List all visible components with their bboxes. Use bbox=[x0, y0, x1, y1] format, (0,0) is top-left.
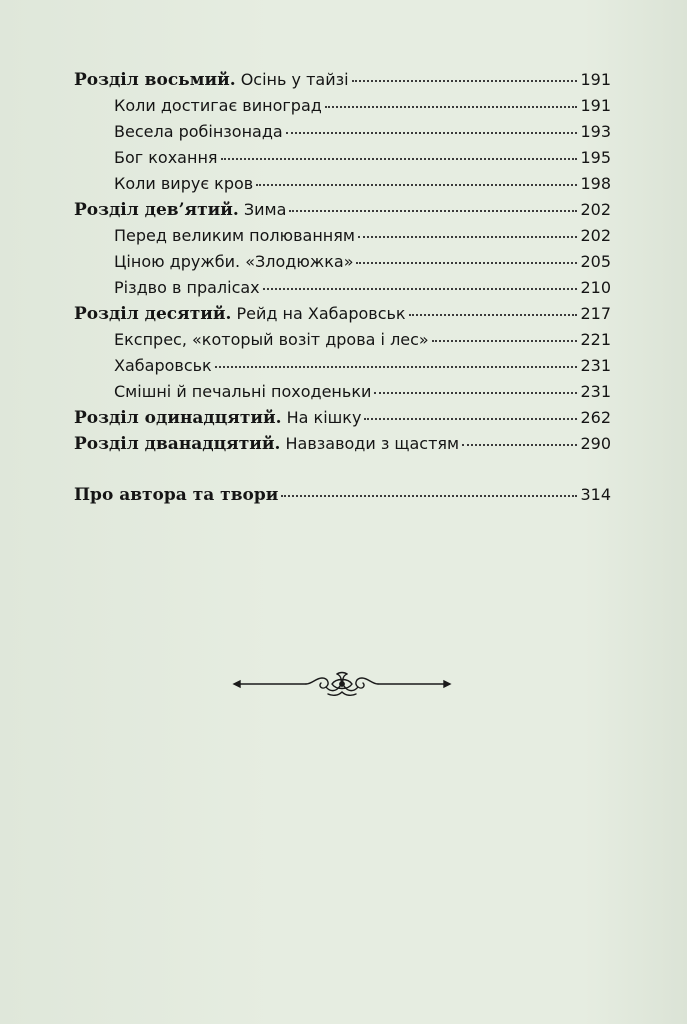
toc-entry[interactable] bbox=[74, 174, 611, 200]
toc-entry-title: Розділ десятий. Рейд на Хабаровськ bbox=[74, 304, 406, 324]
dot-leader bbox=[374, 392, 577, 394]
toc-entry[interactable] bbox=[74, 96, 611, 122]
toc-entry[interactable] bbox=[74, 304, 611, 330]
toc-entry-title: Хабаровськ bbox=[114, 356, 212, 375]
toc-entry-title: Про автора та твори bbox=[74, 485, 279, 505]
page-number: 191 bbox=[580, 96, 611, 115]
toc-entry[interactable] bbox=[74, 252, 611, 278]
toc-entry[interactable] bbox=[74, 148, 611, 174]
toc-entry[interactable] bbox=[74, 382, 611, 408]
toc-entry[interactable] bbox=[74, 226, 611, 252]
toc-entry[interactable] bbox=[74, 278, 611, 304]
page-number: 202 bbox=[580, 200, 611, 219]
toc-entry[interactable] bbox=[74, 408, 611, 434]
page-number: 314 bbox=[580, 485, 611, 504]
toc-entry[interactable] bbox=[74, 330, 611, 356]
toc-entry[interactable] bbox=[74, 122, 611, 148]
flourish-divider-icon bbox=[232, 666, 452, 702]
toc-entry-title: Різдво в пралісах bbox=[114, 278, 260, 297]
dot-leader bbox=[432, 340, 578, 342]
toc-entry[interactable] bbox=[74, 434, 611, 460]
toc-entry-title: Розділ дванадцятий. Навзаводи з щастям bbox=[74, 434, 460, 454]
dot-leader bbox=[286, 132, 578, 134]
toc-entry-title: Експрес, «который возіт дрова і лес» bbox=[114, 330, 429, 349]
dot-leader bbox=[325, 106, 578, 108]
page-number: 195 bbox=[580, 148, 611, 167]
toc-entry-title: Розділ восьмий. Осінь у тайзі bbox=[74, 70, 349, 90]
toc-entry-title: Коли достигає виноград bbox=[114, 96, 322, 115]
toc-entry-title: Перед великим полюванням bbox=[114, 226, 355, 245]
toc-entry-title: Розділ дев’ятий. Зима bbox=[74, 200, 287, 220]
dot-leader bbox=[221, 158, 578, 160]
page-number: 217 bbox=[580, 304, 611, 323]
toc-entry[interactable] bbox=[74, 200, 611, 226]
table-of-contents bbox=[74, 70, 611, 511]
page-number: 231 bbox=[580, 382, 611, 401]
page-number: 205 bbox=[580, 252, 611, 271]
toc-entry-title: Коли вирує кров bbox=[114, 174, 254, 193]
dot-leader bbox=[409, 314, 578, 316]
dot-leader bbox=[281, 495, 577, 497]
dot-leader bbox=[256, 184, 577, 186]
dot-leader bbox=[215, 366, 578, 368]
page-number: 193 bbox=[580, 122, 611, 141]
page-number: 262 bbox=[580, 408, 611, 427]
toc-entry-title: Розділ одинадцятий. На кішку bbox=[74, 408, 362, 428]
toc-entry-title: Бог кохання bbox=[114, 148, 218, 167]
dot-leader bbox=[263, 288, 578, 290]
page-number: 210 bbox=[580, 278, 611, 297]
page-number: 198 bbox=[580, 174, 611, 193]
page-number: 221 bbox=[580, 330, 611, 349]
toc-entry[interactable] bbox=[74, 70, 611, 96]
toc-entry-title: Ціною дружби. «Злодюжка» bbox=[114, 252, 354, 271]
dot-leader bbox=[358, 236, 578, 238]
dot-leader bbox=[289, 210, 577, 212]
dot-leader bbox=[462, 444, 577, 446]
dot-leader bbox=[356, 262, 577, 264]
dot-leader bbox=[352, 80, 578, 82]
page-number: 202 bbox=[580, 226, 611, 245]
page-number: 231 bbox=[580, 356, 611, 375]
toc-entry-about-author[interactable] bbox=[74, 485, 611, 511]
page-number: 290 bbox=[580, 434, 611, 453]
toc-entry-title: Смішні й печальні походеньки bbox=[114, 382, 372, 401]
dot-leader bbox=[364, 418, 577, 420]
toc-entry-title: Весела робінзонада bbox=[114, 122, 283, 141]
toc-entry[interactable] bbox=[74, 356, 611, 382]
page-number: 191 bbox=[580, 70, 611, 89]
